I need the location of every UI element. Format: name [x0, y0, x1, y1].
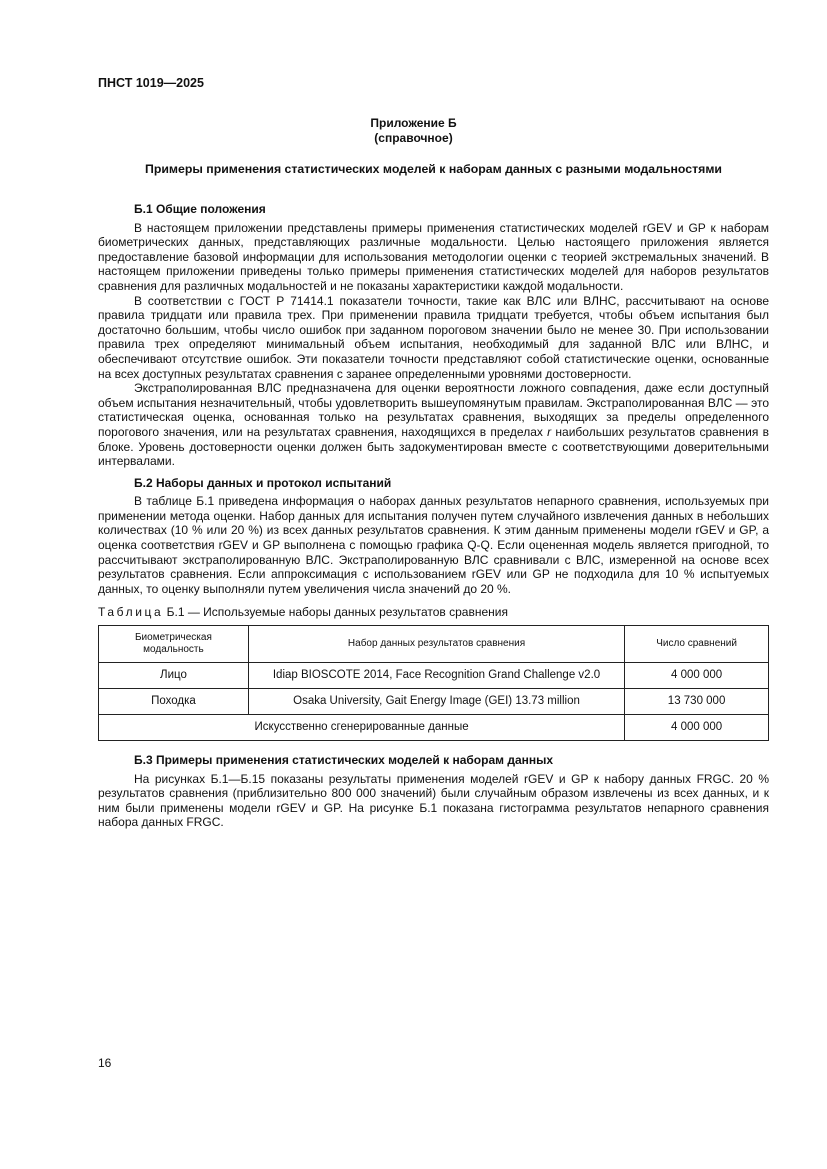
cell-modality: Походка — [99, 689, 249, 715]
section-2-paragraph: В таблице Б.1 приведена информация о наборах данных результатов непарного сравнения, используемых при применении метода оценки. Набор данных для испытания получен путем случайного извлечения данных в небольших количествах (10 % или 20 %) из всех данных результатов сравнения. К этим данным применены модели rGEV и GP, а оценка соответствия rGEV и GP выполнена с помощью графика Q-Q. Если оцененная модель является пригодной, то рассчитывают экстраполированную ВЛС. Экстраполированную ВЛС сравнивали с ВЛС, измеренной на основе всех результатов сравнения. Если аппроксимация с использованием rGEV или GP не подходила для 10 % испытуемых данных, то оценку выполняли путем увеличения числа значений до 20 %. — [98, 494, 769, 596]
table-row — [99, 715, 769, 741]
table-caption — [98, 605, 769, 620]
main-heading: Примеры применения статистических моделей к наборам данных с разными модальностями — [145, 162, 722, 176]
cell-count: 4 000 000 — [625, 663, 769, 689]
cell-dataset-merged: Искусственно сгенерированные данные — [99, 715, 625, 741]
table-row — [99, 663, 769, 689]
section-1 — [98, 202, 769, 469]
cell-dataset: Idiap BIOSCOTE 2014, Face Recognition Grand Challenge v2.0 — [248, 663, 624, 689]
section-1-paragraph-2: В соответствии с ГОСТ Р 71414.1 показатели точности, такие как ВЛС или ВЛНС, рассчитывают на основе правила тридцати или правила трех. При применении правила тридцати требуется, чтобы объем испытания был достаточно большим, чтобы число ошибок при заданном пороговом значении было не менее 30. При использовании правила трех определяют минимальный объем испытания, необходимый для заданной ВЛС или ВЛНС, и обеспечивают отсутствие ошибок. Эти показатели точности представляют собой статистические оценки, основанные на всех доступных результатах сравнения с заранее определенными уровнями достоверности. — [98, 293, 769, 381]
paragraph-3-text-a: Экстраполированная ВЛС предназначена для оценки вероятности ложного совпадения, даже если доступный объем испытания незначительный, чтобы удовлетворить вышеупомянутым правилам. Экстраполированная ВЛС — это статистическая оценка, основанная только на результатах сравнения, выходящих за пределы определенного порогового значения, или на результатах сравнения, находящихся в пределах — [98, 381, 769, 439]
variable-r: r — [547, 424, 552, 439]
datasets-table — [98, 625, 769, 741]
section-2 — [98, 476, 769, 597]
annex-type: (справочное) — [374, 131, 453, 145]
document-body — [98, 202, 769, 830]
page-number: 16 — [98, 1056, 112, 1070]
section-1-paragraph-1: В настоящем приложении представлены примеры применения статистических моделей rGEV и GP к наборам биометрических данных, представляющих различные модальности. Целью настоящего приложения является предоставление базовой информации для использования методологии оценки с теорией экстремальных значений. В настоящем приложении приведены только примеры применения статистических моделей для наборов результатов сравнения для различных модальностей и не показаны характеристики каждой модальности. — [98, 220, 769, 293]
section-3 — [98, 753, 769, 830]
header-modality: Биометрическая модальность — [99, 626, 249, 663]
table-header-row — [99, 626, 769, 663]
section-1-heading: Б.1 Общие положения — [134, 202, 266, 216]
header-dataset: Набор данных результатов сравнения — [248, 626, 624, 663]
section-3-heading: Б.3 Примеры применения статистических моделей к наборам данных — [134, 753, 554, 768]
header-count: Число сравнений — [625, 626, 769, 663]
paragraph-3-text-b: наибольших результатов сравнения в блоке. Уровень достоверности оценки должен быть задокументирован вместе с соответствующими доверительными интервалами. — [98, 424, 769, 469]
document-id: ПНСТ 1019—2025 — [98, 76, 204, 90]
section-2-heading: Б.2 Наборы данных и протокол испытаний — [134, 475, 392, 490]
cell-count: 13 730 000 — [625, 689, 769, 715]
cell-count: 4 000 000 — [625, 715, 769, 741]
cell-dataset: Osaka University, Gait Energy Image (GEI) 13.73 million — [248, 689, 624, 715]
table-caption-text: Б.1 — Используемые наборы данных результатов сравнения — [166, 605, 508, 620]
cell-modality: Лицо — [99, 663, 249, 689]
table-row — [99, 689, 769, 715]
table-caption-label: Таблица — [98, 605, 164, 620]
annex-title: Приложение Б — [370, 116, 457, 130]
section-1-paragraph-3 — [98, 381, 769, 469]
annex-title-block — [0, 116, 827, 146]
section-3-paragraph: На рисунках Б.1—Б.15 показаны результаты применения моделей rGEV и GP к набору данных FRGC. 20 % результатов сравнения (приблизительно 800 000 значений) были случайным образом извлечены из всех данных, и к ним были применены модели rGEV и GP. На рисунке Б.1 показана гистограмма результатов непарного сравнения набора данных FRGC. — [98, 771, 769, 830]
